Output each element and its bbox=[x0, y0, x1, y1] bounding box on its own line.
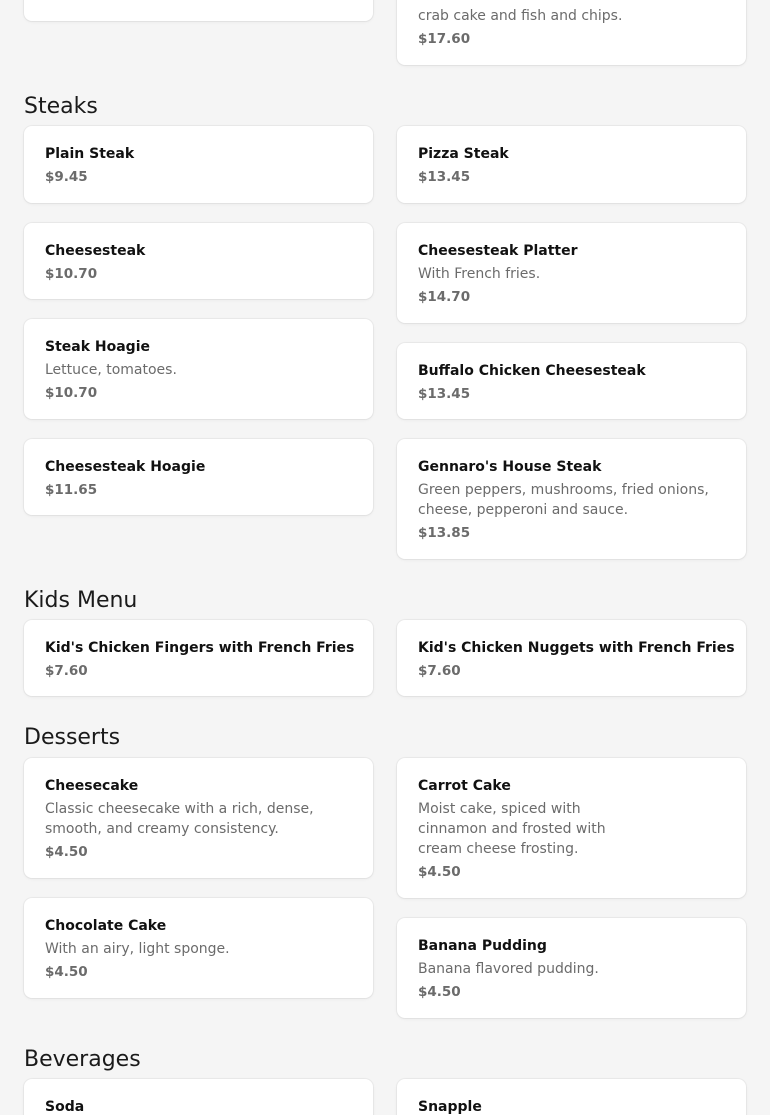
menu-item-price: $9.45 bbox=[45, 169, 88, 185]
menu-item-card[interactable] bbox=[397, 758, 746, 898]
menu-item-name: Kid's Chicken Nuggets with French Fries bbox=[418, 640, 735, 656]
menu-item-name: Steak Hoagie bbox=[45, 339, 150, 355]
menu-item-card[interactable] bbox=[24, 0, 373, 21]
menu-item-price: $17.60 bbox=[418, 31, 471, 47]
menu-item-card[interactable] bbox=[24, 1079, 373, 1115]
menu-item-card[interactable] bbox=[24, 439, 373, 515]
menu-item-card[interactable] bbox=[397, 918, 746, 1018]
menu-item-description: Classic cheesecake with a rich, dense, smooth, and creamy consistency. bbox=[45, 801, 314, 837]
menu-item-price: $4.50 bbox=[45, 844, 88, 860]
menu-item-price: $7.60 bbox=[45, 663, 88, 679]
section-title-steaks: Steaks bbox=[24, 94, 98, 119]
section-title-kids-menu: Kids Menu bbox=[24, 588, 138, 613]
menu-item-price: $4.50 bbox=[45, 964, 88, 980]
menu-item-description: crab cake and fish and chips. bbox=[418, 8, 623, 24]
menu-item-description: Banana flavored pudding. bbox=[418, 961, 599, 977]
menu-item-card[interactable] bbox=[24, 898, 373, 998]
menu-item-name: Soda bbox=[45, 1099, 85, 1115]
menu-item-description: With French fries. bbox=[418, 266, 541, 282]
menu-item-name: Cheesesteak bbox=[45, 243, 146, 259]
menu-item-name: Plain Steak bbox=[45, 146, 135, 162]
menu-item-price: $7.60 bbox=[418, 663, 461, 679]
menu-item-price: $13.45 bbox=[418, 386, 471, 402]
menu-item-name: Kid's Chicken Fingers with French Fries bbox=[45, 640, 355, 656]
menu-item-price: $10.70 bbox=[45, 385, 98, 401]
menu-item-name: Pizza Steak bbox=[418, 146, 509, 162]
menu-item-price: $13.85 bbox=[418, 525, 471, 541]
section-title-beverages: Beverages bbox=[24, 1047, 141, 1072]
menu-item-name: Banana Pudding bbox=[418, 938, 547, 954]
menu-item-card[interactable] bbox=[397, 343, 746, 419]
menu-item-price: $14.70 bbox=[418, 289, 471, 305]
menu-item-price: $13.45 bbox=[418, 169, 471, 185]
menu-item-name: Carrot Cake bbox=[418, 778, 511, 794]
menu-item-name: Buffalo Chicken Cheesesteak bbox=[418, 363, 646, 379]
menu-item-card[interactable] bbox=[397, 223, 746, 323]
section-title-desserts: Desserts bbox=[24, 725, 121, 750]
menu-item-description: With an airy, light sponge. bbox=[45, 941, 230, 957]
menu-item-name: Snapple bbox=[418, 1099, 482, 1115]
menu-item-card[interactable] bbox=[397, 0, 746, 65]
menu-item-name: Cheesesteak Hoagie bbox=[45, 459, 206, 475]
menu-item-card[interactable] bbox=[397, 620, 746, 696]
menu-item-card[interactable] bbox=[24, 620, 373, 696]
menu-item-card[interactable] bbox=[24, 223, 373, 299]
menu-item-card[interactable] bbox=[397, 126, 746, 203]
menu-item-price: $11.65 bbox=[45, 482, 98, 498]
menu-item-card[interactable] bbox=[24, 319, 373, 419]
menu-item-price: $10.70 bbox=[45, 266, 98, 282]
menu-item-name: Cheesecake bbox=[45, 778, 139, 794]
menu-item-name: Cheesesteak Platter bbox=[418, 243, 578, 259]
menu-item-price: $4.50 bbox=[418, 984, 461, 1000]
menu-item-description: Moist cake, spiced with cinnamon and frosted with cream cheese frosting. bbox=[418, 801, 606, 857]
menu-item-price: $4.50 bbox=[418, 864, 461, 880]
menu-item-card[interactable] bbox=[24, 758, 373, 878]
menu-item-name: Chocolate Cake bbox=[45, 918, 167, 934]
menu-item-card[interactable] bbox=[24, 126, 373, 203]
menu-item-description: Lettuce, tomatoes. bbox=[45, 362, 177, 378]
menu-item-card[interactable] bbox=[397, 1079, 746, 1115]
menu-item-description: Green peppers, mushrooms, fried onions, cheese, pepperoni and sauce. bbox=[418, 482, 709, 518]
menu-item-card[interactable] bbox=[397, 439, 746, 559]
menu-item-name: Gennaro's House Steak bbox=[418, 459, 602, 475]
